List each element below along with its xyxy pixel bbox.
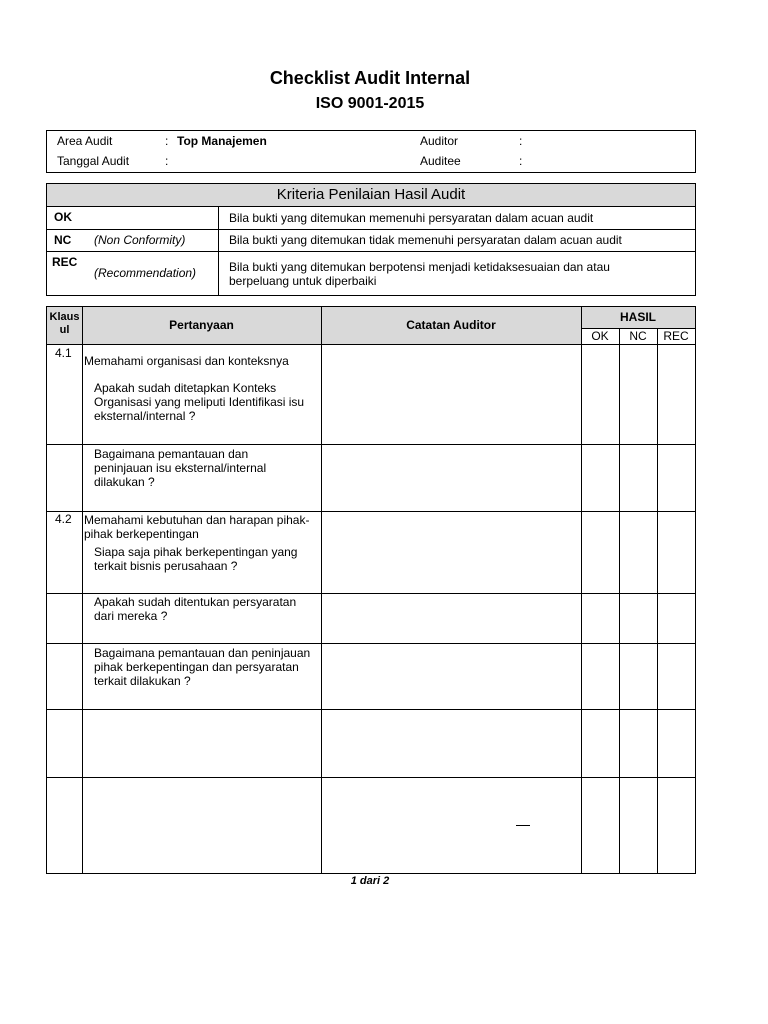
tanggal-audit-colon: : <box>165 154 169 168</box>
question-text: Apakah sudah ditentukan persyaratan dari mereka ? <box>94 595 297 623</box>
header-rec: REC <box>663 329 689 343</box>
criteria-row-nc <box>47 230 695 252</box>
area-audit-colon: : <box>165 134 169 148</box>
header-klausul: Klausul <box>49 311 80 336</box>
header-catatan-auditor: Catatan Auditor <box>406 318 496 332</box>
criteria-desc: (Recommendation) <box>94 266 197 280</box>
area-audit-value: Top Manajemen <box>177 134 267 148</box>
criteria-row-rec <box>47 252 695 296</box>
criteria-text: Bila bukti yang ditemukan berpotensi menjadi ketidaksesuaian dan atau berpeluang untuk diperbaiki <box>229 260 610 288</box>
klausul-cell: 4.2 <box>55 512 72 526</box>
header-hasil: HASIL <box>620 310 656 324</box>
klausul-cell: 4.1 <box>55 346 72 360</box>
tanggal-audit-label: Tanggal Audit <box>57 154 130 168</box>
page-title: Checklist Audit Internal <box>269 68 471 88</box>
criteria-text: Bila bukti yang ditemukan tidak memenuhi persyaratan dalam acuan audit <box>229 233 622 247</box>
criteria-code: REC <box>52 255 78 269</box>
auditee-colon: : <box>519 154 523 168</box>
question-text: Apakah sudah ditetapkan Konteks Organisasi yang meliputi Identifikasi isu eksternal/internal ? <box>94 381 305 423</box>
criteria-row-ok <box>47 207 695 230</box>
dash-mark <box>516 825 530 826</box>
checklist-table <box>46 306 696 874</box>
page-number: 1 dari 2 <box>350 875 390 887</box>
criteria-text: Bila bukti yang ditemukan memenuhi persyaratan dalam acuan audit <box>229 211 594 225</box>
audit-info-box <box>46 130 696 173</box>
topic-text: Memahami kebutuhan dan harapan pihak-pihak berkepentingan <box>84 513 310 541</box>
auditor-label: Auditor <box>420 134 459 148</box>
page-subtitle: ISO 9001-2015 <box>315 95 425 112</box>
header-ok: OK <box>591 329 609 343</box>
area-audit-label: Area Audit <box>57 134 113 148</box>
criteria-code: OK <box>54 210 72 224</box>
question-text: Bagaimana pemantauan dan peninjauan isu eksternal/internal dilakukan ? <box>94 447 267 489</box>
criteria-title: Kriteria Penilaian Hasil Audit <box>47 184 695 207</box>
topic-text: Memahami organisasi dan konteksnya <box>84 354 289 368</box>
criteria-box <box>46 183 696 296</box>
header-pertanyaan: Pertanyaan <box>169 318 234 332</box>
auditor-colon: : <box>519 134 523 148</box>
criteria-code: NC <box>54 233 72 247</box>
criteria-desc: (Non Conformity) <box>94 233 186 247</box>
auditee-label: Auditee <box>420 154 461 168</box>
question-text: Siapa saja pihak berkepentingan yang terkait bisnis perusahaan ? <box>94 545 298 573</box>
header-nc: NC <box>629 329 647 343</box>
question-text: Bagaimana pemantauan dan peninjauan pihak berkepentingan dan persyaratan terkait dilakukan ? <box>94 646 311 688</box>
